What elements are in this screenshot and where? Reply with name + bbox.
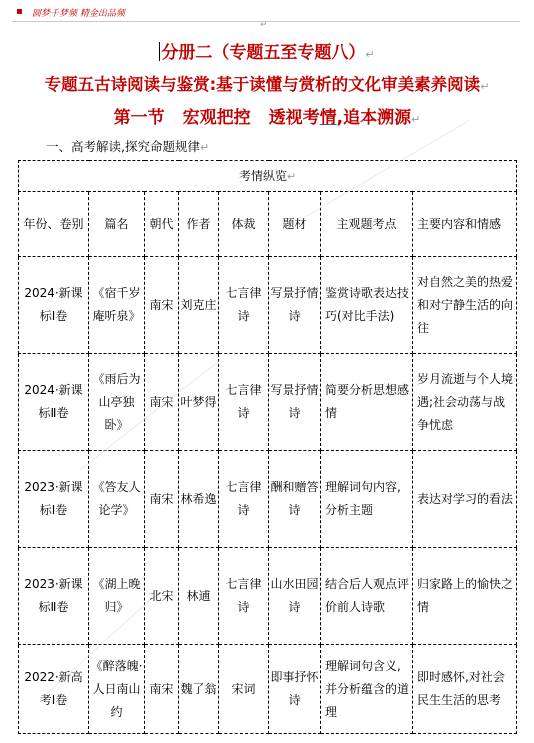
header-stamp-text: 圆梦千梦频 精金出品频 [32,9,125,19]
exam-table-wrapper [18,160,516,734]
cell-dynasty[interactable]: 南宋 [145,257,179,354]
table-header-cell[interactable]: 朝代 [145,192,179,257]
cell-theme[interactable]: 写景抒情诗 [269,257,321,354]
paragraph-mark-icon: ↵ [260,20,268,30]
paragraph-mark-icon: ↵ [365,48,375,61]
cell-author[interactable]: 刘克庄 [179,257,219,354]
cell-genre[interactable]: 七言律诗 [219,548,269,645]
table-header-row [19,192,517,257]
cell-year[interactable]: 2023·新课标Ⅰ卷 [19,451,89,548]
cell-dynasty[interactable]: 北宋 [145,548,179,645]
table-row [19,645,517,734]
heading-one-text: 一、高考解读,探究命题规律 [46,139,200,154]
table-row [19,548,517,645]
table-header-cell[interactable]: 主要内容和情感 [413,192,517,257]
cell-theme[interactable]: 山水田园诗 [269,548,321,645]
table-header-cell[interactable]: 篇名 [89,192,145,257]
table-row [19,354,517,451]
cell-genre[interactable]: 七言律诗 [219,257,269,354]
table-header-cell[interactable]: 题材 [269,192,321,257]
cell-author[interactable]: 魏了翁 [179,645,219,734]
table-header-cell[interactable]: 体裁 [219,192,269,257]
cell-dynasty[interactable]: 南宋 [145,645,179,734]
cell-dynasty[interactable]: 南宋 [145,451,179,548]
cell-title[interactable]: 《宿千岁庵听泉》 [89,257,145,354]
cell-theme[interactable]: 即事抒怀诗 [269,645,321,734]
section-title-part3a: 透视考 [268,108,320,128]
cell-genre[interactable]: 七言律诗 [219,451,269,548]
cell-content[interactable]: 即时感怀,对社会民生生活的思考 [413,645,517,734]
table-header-cell[interactable]: 年份、卷别 [19,192,89,257]
title-main-text: 分册二（专题五至专题八） [161,43,366,63]
stamp-bullet-icon: ▪ [16,6,23,17]
heading-one[interactable] [46,137,209,155]
cell-dynasty[interactable]: 南宋 [145,354,179,451]
cell-title[interactable]: 《雨后为山亭独卧》 [89,354,145,451]
cell-theme[interactable]: 写景抒情诗 [269,354,321,451]
cell-point[interactable]: 理解词句内容,分析主题 [321,451,413,548]
table-caption[interactable]: 考情纵览↵ [19,161,517,192]
cell-author[interactable]: 林逋 [179,548,219,645]
table-caption-row [19,161,517,192]
table-header-cell[interactable]: 作者 [179,192,219,257]
table-row [19,257,517,354]
section-title-part3b: 情 [319,108,337,128]
cell-point[interactable]: 结合后人观点评价前人诗歌 [321,548,413,645]
cell-year[interactable]: 2022·新高考Ⅰ卷 [19,645,89,734]
table-row [19,451,517,548]
paragraph-mark-icon: ↵ [411,113,421,126]
cell-point[interactable]: 理解词句含义,并分析蕴含的道理 [321,645,413,734]
cell-year[interactable]: 2023·新课标Ⅱ卷 [19,548,89,645]
cell-year[interactable]: 2024·新课标Ⅱ卷 [19,354,89,451]
section-title-part2: 宏观把控 [182,108,251,128]
paragraph-mark-icon: ↵ [199,141,210,154]
cell-content[interactable]: 归家路上的愉快之情 [413,548,517,645]
cell-content[interactable]: 对自然之美的热爱和对宁静生活的向往 [413,257,517,354]
cell-title[interactable]: 《答友人论学》 [89,451,145,548]
header-stamp [12,6,129,22]
cell-genre[interactable]: 七言律诗 [219,354,269,451]
table-header-cell[interactable]: 主观题考点 [321,192,413,257]
exam-table [18,160,517,734]
cell-content[interactable]: 表达对学习的看法 [413,451,517,548]
subtitle[interactable] [0,71,534,95]
cell-content[interactable]: 岁月流逝与个人境遇;社会动荡与战争忧虑 [413,354,517,451]
section-title-part1: 第一节 [113,108,165,128]
cell-point[interactable]: 简要分析思想感情 [321,354,413,451]
section-title-part3c: ,追本溯源 [336,108,412,128]
paragraph-mark-icon: ↵ [480,80,490,93]
document-title[interactable] [0,38,534,63]
cell-theme[interactable]: 酬和赠答诗 [269,451,321,548]
cell-point[interactable]: 鉴赏诗歌表达技巧(对比手法) [321,257,413,354]
cell-title[interactable]: 《醉落魄·人日南山约 [89,645,145,734]
cell-author[interactable]: 叶梦得 [179,354,219,451]
cell-title[interactable]: 《湖上晚归》 [89,548,145,645]
section-title[interactable] [0,103,534,128]
cell-year[interactable]: 2024·新课标Ⅰ卷 [19,257,89,354]
cell-author[interactable]: 林希逸 [179,451,219,548]
cell-genre[interactable]: 宋词 [219,645,269,734]
subtitle-text: 专题五古诗阅读与鉴赏:基于读懂与赏析的文化审美素养阅读 [44,75,481,94]
